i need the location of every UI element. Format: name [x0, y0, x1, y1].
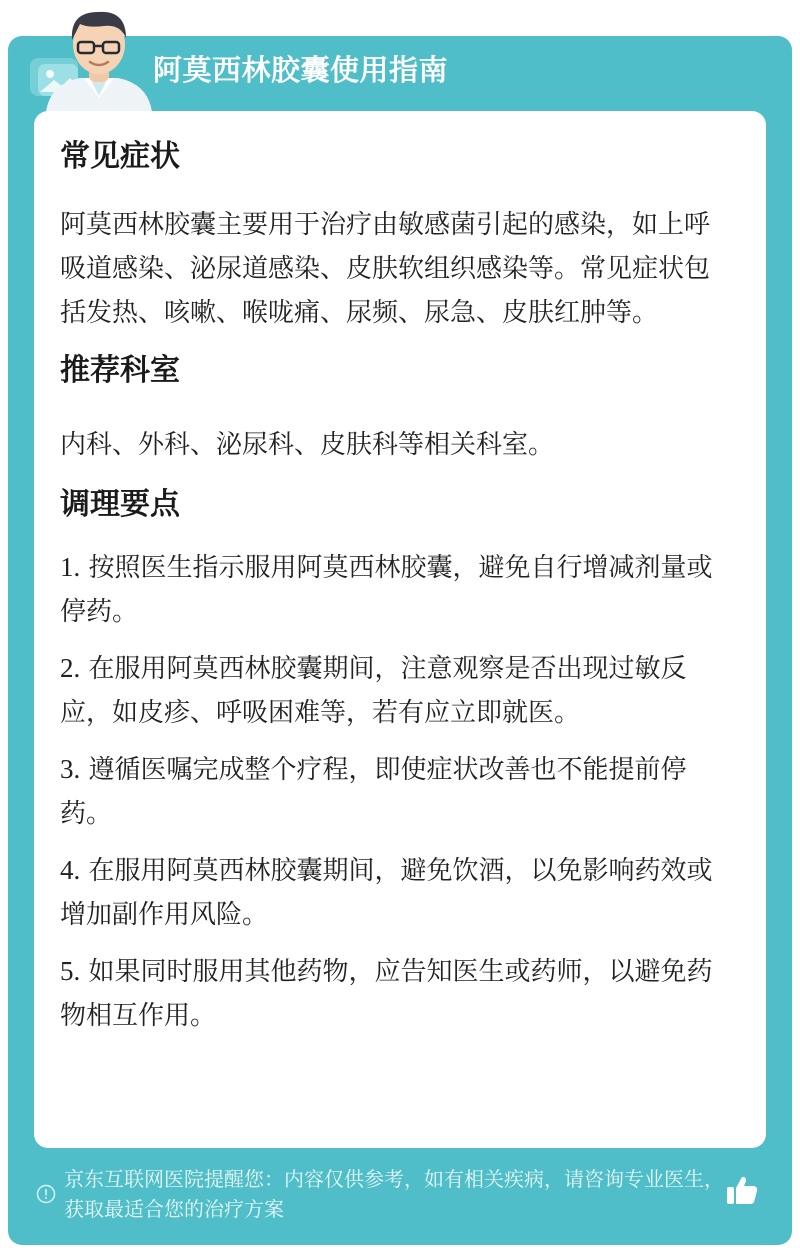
list-item-text: 按照医生指示服用阿莫西林胶囊，避免自行增减剂量或停药。 — [60, 553, 713, 627]
list-item-number: 1. — [60, 552, 81, 582]
section-title-symptoms: 常见症状 — [60, 139, 180, 174]
list-item-number: 5. — [60, 956, 81, 986]
list-item — [60, 646, 728, 735]
content-body — [60, 135, 728, 1050]
content-card — [34, 111, 766, 1148]
care-list — [60, 545, 728, 1038]
thumbs-up-icon[interactable] — [724, 1172, 760, 1208]
info-icon — [36, 1184, 56, 1204]
disclaimer-text: 京东互联网医院提醒您：内容仅供参考，如有相关疾病，请咨询专业医生，获取最适合您的治疗方案 — [64, 1167, 724, 1221]
list-item-text: 遵循医嘱完成整个疗程，即使症状改善也不能提前停药。 — [60, 755, 687, 829]
list-item-text: 在服用阿莫西林胶囊期间，注意观察是否出现过敏反应，如皮疹、呼吸困难等，若有应立即就医。 — [60, 654, 687, 728]
list-item-number: 2. — [60, 653, 81, 683]
list-item — [60, 949, 728, 1038]
list-item-text: 如果同时服用其他药物，应告知医生或药师，以避免药物相互作用。 — [60, 957, 713, 1031]
list-item-text: 在服用阿莫西林胶囊期间，避免饮酒，以免影响药效或增加副作用风险。 — [60, 856, 713, 930]
list-item — [60, 848, 728, 937]
section-text-department: 内科、外科、泌尿科、皮肤科等相关科室。 — [60, 430, 555, 460]
list-item-number: 4. — [60, 855, 81, 885]
section-title-department: 推荐科室 — [60, 353, 180, 388]
list-item — [60, 545, 728, 634]
page-title: 阿莫西林胶囊使用指南 — [153, 53, 449, 87]
doctor-avatar-icon — [40, 6, 158, 112]
list-item — [60, 747, 728, 836]
list-item-number: 3. — [60, 754, 81, 784]
section-title-care: 调理要点 — [60, 487, 180, 522]
section-text-symptoms: 阿莫西林胶囊主要用于治疗由敏感菌引起的感染，如上呼吸道感染、泌尿道感染、皮肤软组织感染等。常见症状包括发热、咳嗽、喉咙痛、尿频、尿急、皮肤红肿等。 — [60, 210, 711, 328]
